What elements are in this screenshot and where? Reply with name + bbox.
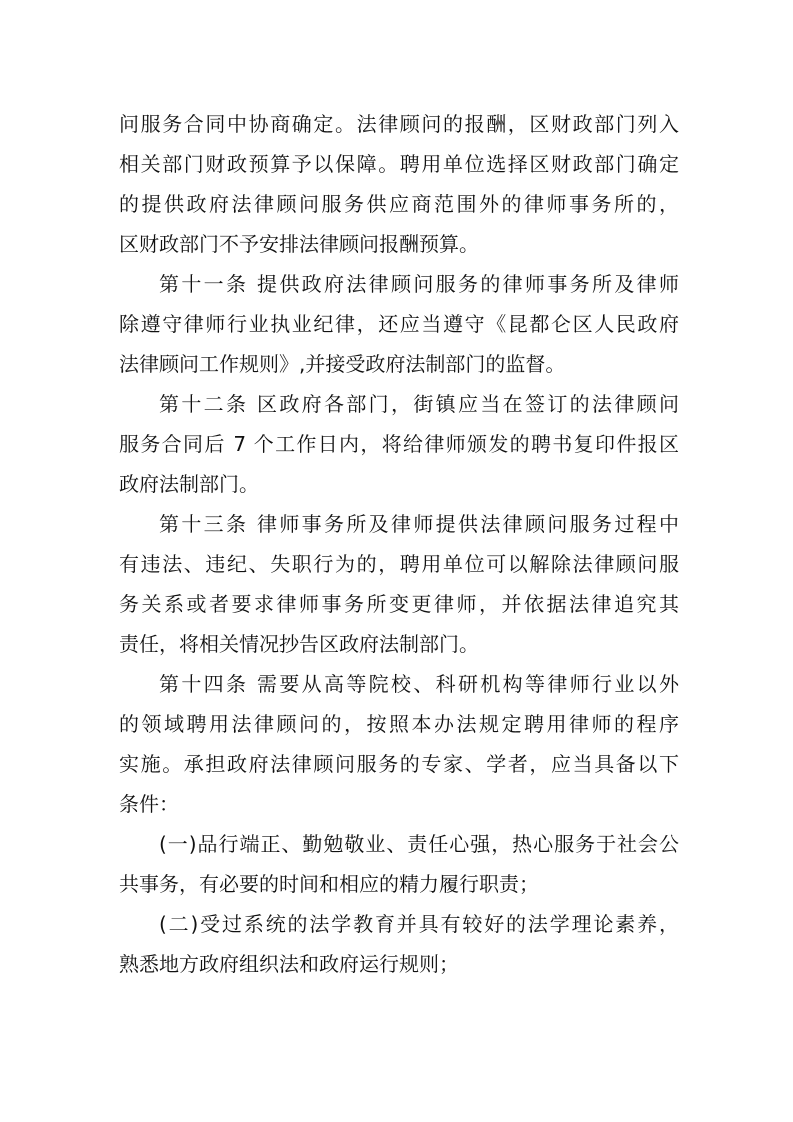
text-line: (一)品行端正、勤勉敬业、责任心强，热心服务于社会公 (159, 832, 679, 856)
text-line: 责任，将相关情况抄告区政府法制部门。 (119, 632, 479, 656)
text-line: 熟悉地方政府组织法和政府运行规则； (119, 952, 459, 976)
text-line: 第十三条 律师事务所及律师提供法律顾问服务过程中 (159, 512, 679, 536)
text-line: 实施。承担政府法律顾问服务的专家、学者，应当具备以下 (119, 752, 679, 776)
text-line: 区财政部门不予安排法律顾问报酬预算。 (119, 232, 479, 256)
text-line: 有违法、违纪、失职行为的，聘用单位可以解除法律顾问服 (119, 552, 679, 576)
text-line: 共事务，有必要的时间和相应的精力履行职责； (119, 872, 539, 896)
text-line: 服务合同后 7 个工作日内，将给律师颁发的聘书复印件报区 (119, 432, 679, 456)
text-line: 问服务合同中协商确定。法律顾问的报酬，区财政部门列入 (119, 112, 679, 136)
text-line: 第十一条 提供政府法律顾问服务的律师事务所及律师 (159, 272, 679, 296)
text-line: 务关系或者要求律师事务所变更律师，并依据法律追究其 (119, 592, 679, 616)
document-body-text (119, 104, 679, 984)
text-line: 条件： (119, 792, 179, 816)
text-line: 的领域聘用法律顾问的，按照本办法规定聘用律师的程序 (119, 712, 679, 736)
text-line: 的提供政府法律顾问服务供应商范围外的律师事务所的， (119, 192, 679, 216)
text-line: 政府法制部门。 (119, 472, 259, 496)
text-line: (二)受过系统的法学教育并具有较好的法学理论素养， (159, 912, 679, 936)
text-line: 第十四条 需要从高等院校、科研机构等律师行业以外 (159, 672, 679, 696)
text-line: 法律顾问工作规则》,并接受政府法制部门的监督。 (119, 352, 566, 376)
text-line: 除遵守律师行业执业纪律，还应当遵守《昆都仑区人民政府 (119, 312, 679, 336)
text-line: 相关部门财政预算予以保障。聘用单位选择区财政部门确定 (119, 152, 679, 176)
text-line: 第十二条 区政府各部门，街镇应当在签订的法律顾问 (159, 392, 679, 416)
